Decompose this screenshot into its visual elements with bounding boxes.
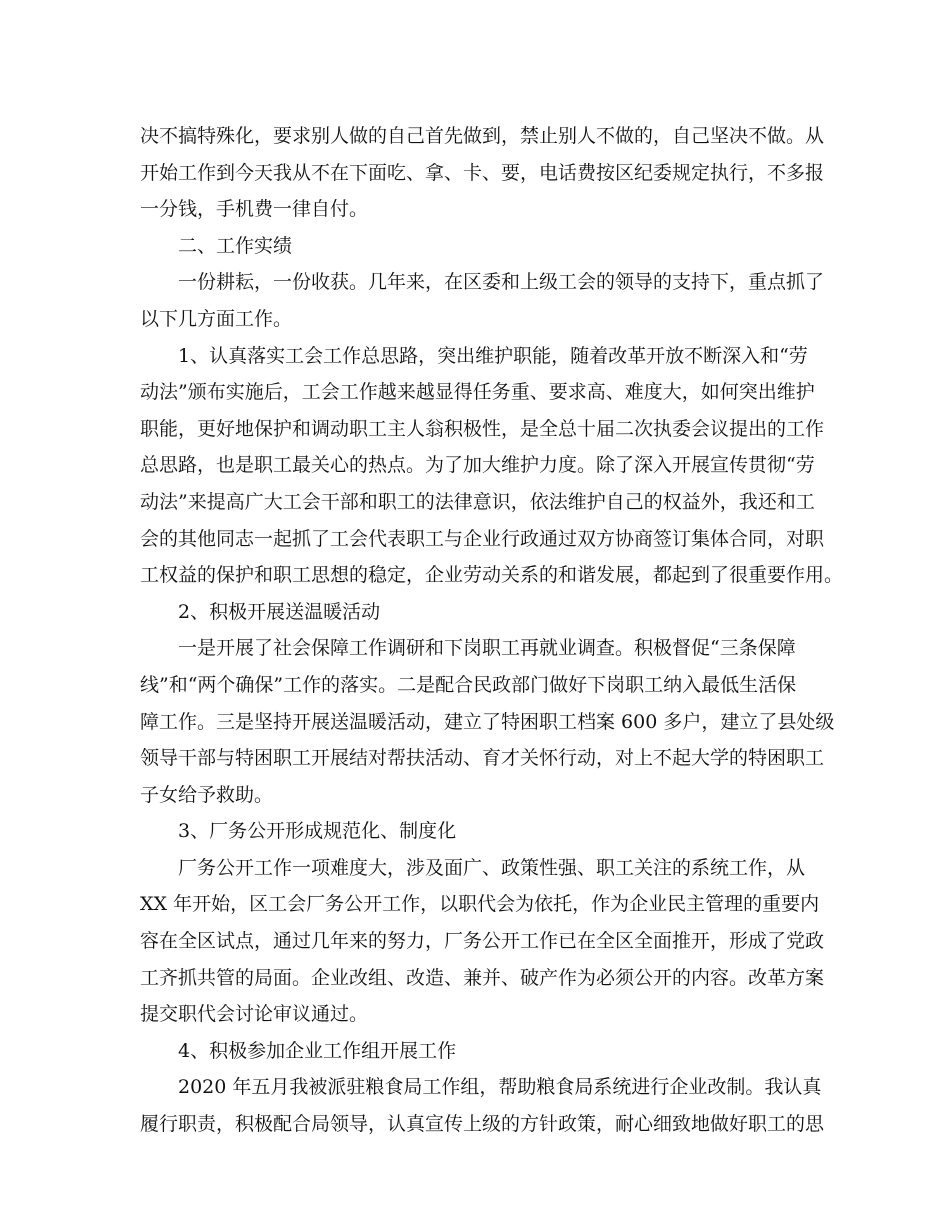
text-line: 二、工作实绩 (178, 234, 293, 257)
text-line: 一是开展了社会保障工作调研和下岗职工再就业调查。积极督促“三条保障 (178, 637, 796, 660)
text-line: 容在全区试点，通过几年来的努力，厂务公开工作已在全区全面推开，形成了党政 (140, 930, 825, 953)
text-line: 障工作。三是坚持开展送温暖活动，建立了特困职工档案 600 多户，建立了县处级 (140, 710, 835, 733)
text-line: 动法”颁布实施后，工会工作越来越显得任务重、要求高、难度大，如何突出维护 (140, 381, 815, 404)
text-line: 领导干部与特困职工开展结对帮扶活动、育才关怀行动，对上不起大学的特困职工 (140, 747, 825, 770)
text-line: 2020 年五月我被派驻粮食局工作组，帮助粮食局系统进行企业改制。我认真 (178, 1076, 822, 1099)
document-body (140, 118, 844, 1143)
text-line: 履行职责，积极配合局领导，认真宣传上级的方针政策，耐心细致地做好职工的思 (140, 1113, 825, 1136)
text-line: 总思路，也是职工最关心的热点。为了加大维护力度。除了深入开展宣传贯彻“劳 (140, 454, 815, 477)
text-line: 工齐抓共管的局面。企业改组、改造、兼并、破产作为必须公开的内容。改革方案 (140, 966, 825, 989)
text-line: 线”和“两个确保”工作的落实。二是配合民政部门做好下岗职工纳入最低生活保 (140, 673, 797, 696)
text-line: 一份耕耘，一份收获。几年来，在区委和上级工会的领导的支持下，重点抓了 (178, 271, 825, 294)
text-line: 会的其他同志一起抓了工会代表职工与企业行政通过双方协商签订集体合同，对职 (140, 527, 825, 550)
text-line: 1、认真落实工会工作总思路，突出维护职能，随着改革开放不断深入和“劳 (178, 344, 808, 367)
text-line: 2、积极开展送温暖活动 (178, 600, 381, 623)
text-line: 决不搞特殊化，要求别人做的自己首先做到，禁止别人不做的，自己坚决不做。从 (140, 125, 825, 147)
text-line: 以下几方面工作。 (140, 307, 293, 330)
text-line: 动法”来提高广大工会干部和职工的法律意识，依法维护自己的权益外，我还和工 (140, 490, 815, 513)
text-line: XX 年开始，区工会厂务公开工作，以职代会为依托，作为企业民主管理的重要内 (140, 893, 820, 916)
text-line: 提交职代会讨论审议通过。 (140, 1003, 369, 1026)
text-line: 一分钱，手机费一律自付。 (140, 198, 369, 221)
text-line: 工权益的保护和职工思想的稳定，企业劳动关系的和谐发展，都起到了很重要作用。 (140, 564, 844, 587)
text-line: 子女给予救助。 (140, 783, 274, 806)
text-line: 4、积极参加企业工作组开展工作 (178, 1039, 457, 1062)
text-line: 开始工作到今天我从不在下面吃、拿、卡、要，电话费按区纪委规定执行，不多报 (140, 161, 825, 184)
text-line: 厂务公开工作一项难度大，涉及面广、政策性强、职工关注的系统工作，从 (178, 856, 806, 879)
text-line: 职能，更好地保护和调动职工主人翁积极性，是全总十届二次执委会议提出的工作 (140, 417, 825, 440)
text-line: 3、厂务公开形成规范化、制度化 (178, 820, 457, 843)
